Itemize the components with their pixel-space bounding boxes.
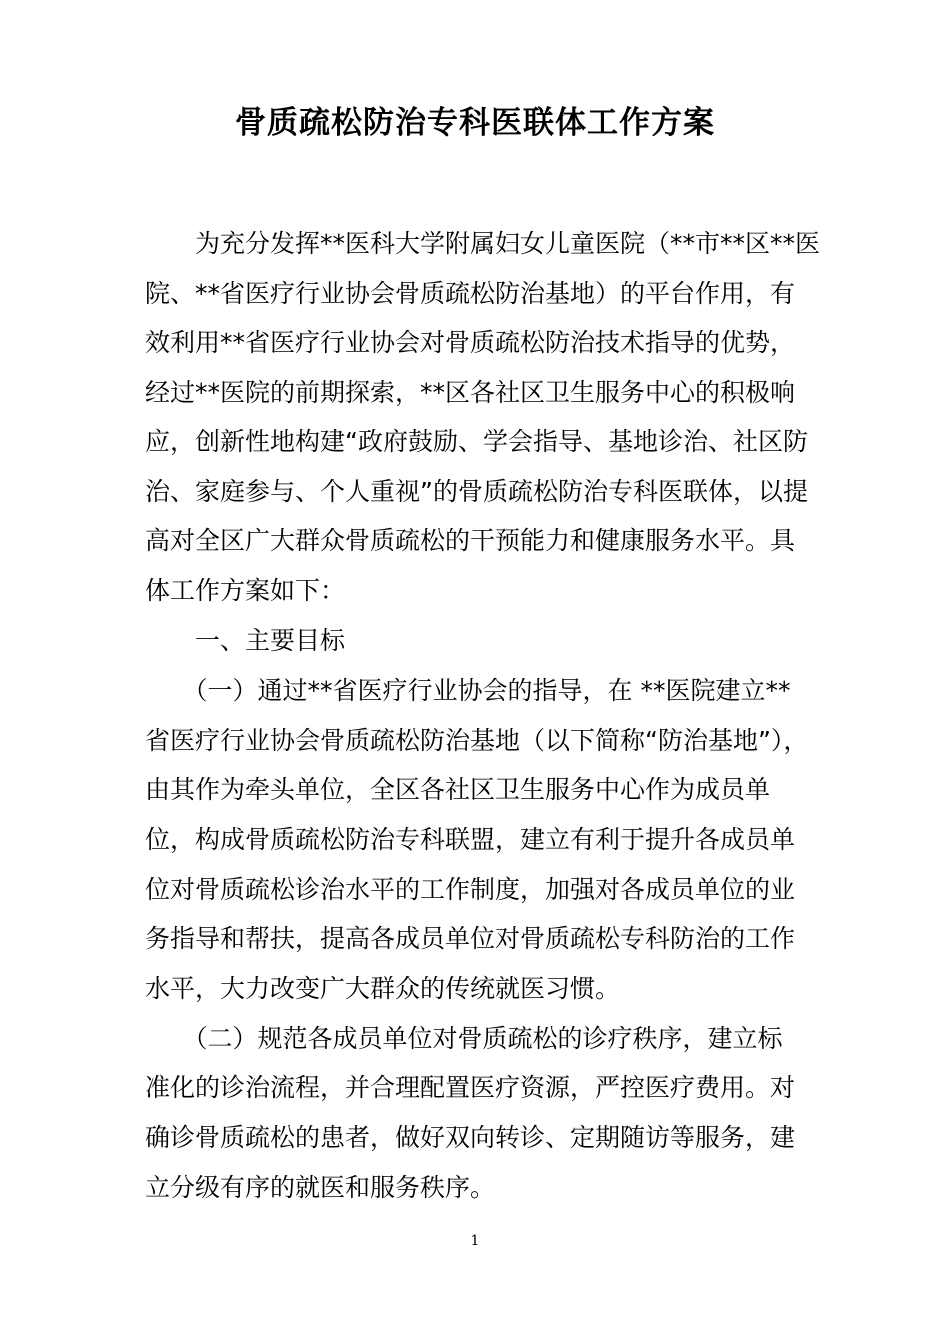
body-line: 水平，大力改变广大群众的传统就医习惯。 <box>145 974 621 1003</box>
body-line: 务指导和帮扶，提高各成员单位对骨质疏松专科防治的工作 <box>145 924 796 953</box>
body-line: 治、家庭参与、个人重视”的骨质疏松防治专科医联体，以提 <box>145 477 808 506</box>
body-line: 确诊骨质疏松的患者，做好双向转诊、定期随访等服务，建 <box>145 1123 796 1152</box>
body-line: 经过**医院的前期探索，**区各社区卫生服务中心的积极响 <box>145 378 796 407</box>
body-line: （二）规范各成员单位对骨质疏松的诊疗秩序，建立标 <box>145 1024 783 1053</box>
body-line: 立分级有序的就医和服务秩序。 <box>145 1173 496 1202</box>
body-line: 院、**省医疗行业协会骨质疏松防治基地）的平台作用，有 <box>145 279 796 308</box>
section-heading: 一、主要目标 <box>145 626 346 655</box>
page-number: 1 <box>470 1233 480 1249</box>
body-line: （一）通过**省医疗行业协会的指导，在 **医院建立** <box>145 676 791 705</box>
body-line: 位，构成骨质疏松防治专科联盟，建立有利于提升各成员单 <box>145 825 796 854</box>
body-line: 应，创新性地构建“政府鼓励、学会指导、基地诊治、社区防 <box>145 427 808 456</box>
body-line: 由其作为牵头单位，全区各社区卫生服务中心作为成员单 <box>145 775 771 804</box>
body-line: 体工作方案如下： <box>145 576 346 605</box>
body-line: 位对骨质疏松诊治水平的工作制度，加强对各成员单位的业 <box>145 875 796 904</box>
body-line: 效利用**省医疗行业协会对骨质疏松防治技术指导的优势， <box>145 328 796 357</box>
body-line: 为充分发挥**医科大学附属妇女儿童医院（**市**区**医 <box>145 229 821 258</box>
body-line: 省医疗行业协会骨质疏松防治基地（以下简称“防治基地”）， <box>145 726 809 755</box>
body-line: 准化的诊治流程，并合理配置医疗资源，严控医疗费用。对 <box>145 1073 796 1102</box>
document-title: 骨质疏松防治专科医联体工作方案 <box>235 105 715 141</box>
body-line: 高对全区广大群众骨质疏松的干预能力和健康服务水平。具 <box>145 526 796 555</box>
